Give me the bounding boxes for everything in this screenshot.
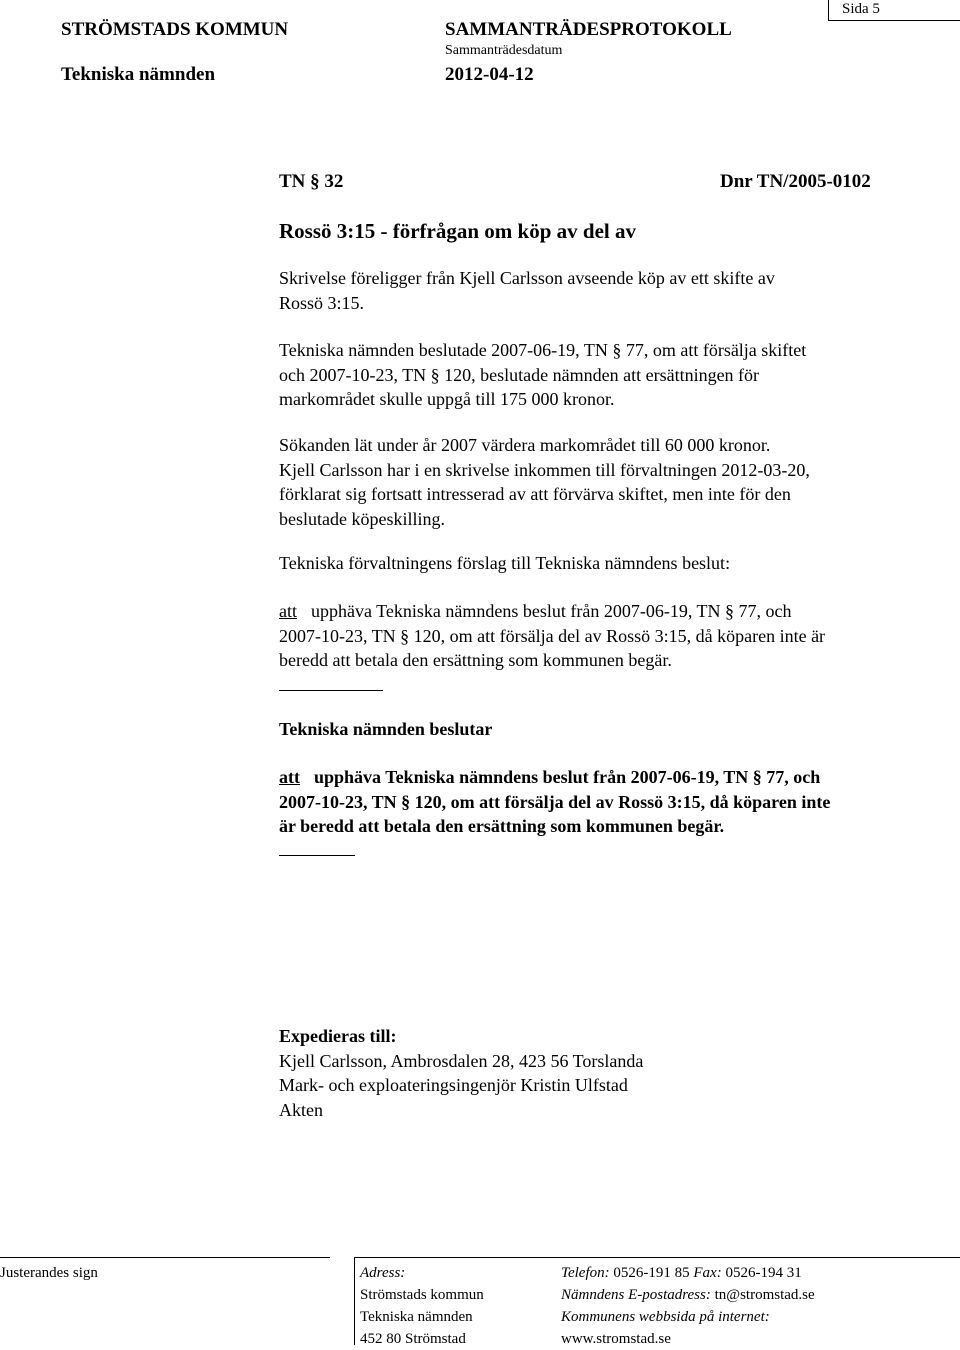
text-line [279, 765, 830, 790]
recipient: Akten [279, 1099, 323, 1120]
proposal-heading: Tekniska förvaltningens förslag till Tekniska nämndens beslut: [279, 553, 731, 573]
text-line: markområdet skulle uppgå till 175 000 kronor. [279, 389, 615, 409]
email-label: Nämndens E-postadress: [561, 1287, 711, 1303]
text-line [279, 599, 825, 624]
committee-name: Tekniska nämnden [61, 64, 216, 85]
decision-heading: Tekniska nämnden beslutar [279, 719, 493, 739]
text-line: är beredd att betala den ersättning som kommunen begär. [279, 816, 725, 836]
phone-fax-line [561, 1262, 815, 1284]
web-label: Kommunens webbsida på internet: [561, 1309, 770, 1325]
text-line: Kjell Carlsson har i en skrivelse inkommen till förvaltningen 2012-03-20, [279, 459, 810, 480]
date-label: Sammanträdesdatum [445, 43, 563, 58]
paragraph-valuation [279, 433, 810, 531]
address-block [360, 1262, 484, 1350]
proposal-text [279, 599, 825, 673]
phone-number: 0526-191 85 [613, 1265, 690, 1281]
email-link[interactable]: tn@stromstad.se [714, 1287, 815, 1303]
document-type: SAMMANTRÄDESPROTOKOLL [445, 19, 732, 40]
fax-number: 0526-194 31 [725, 1265, 802, 1281]
address-label: Adress: [360, 1265, 406, 1281]
footer-sign-line [0, 1257, 330, 1258]
text-line: Rossö 3:15. [279, 292, 365, 313]
case-dnr: Dnr TN/2005-0102 [720, 171, 871, 192]
text-line: Skrivelse föreligger från Kjell Carlsson avseende köp av ett skifte av [279, 268, 775, 288]
recipient: Kjell Carlsson, Ambrosdalen 28, 423 56 Torslanda [279, 1050, 644, 1071]
text-line: 2007-10-23, TN § 120, om att försälja del av Rossö 3:15, då köparen inte [279, 791, 831, 812]
web-link[interactable]: www.stromstad.se [561, 1331, 671, 1347]
text-span: upphäva Tekniska nämndens beslut från 2007-06-19, TN § 77, och [314, 767, 821, 787]
municipality-name: STRÖMSTADS KOMMUN [61, 19, 289, 40]
att-keyword: att [279, 601, 297, 621]
text-line: 2007-10-23, TN § 120, om att försälja del av Rossö 3:15, då köparen inte är [279, 625, 826, 646]
text-line: Sökanden lät under år 2007 värdera markområdet till 60 000 kronor. [279, 435, 771, 455]
decision-text [279, 765, 830, 839]
sign-label: Justerandes sign [0, 1265, 98, 1281]
email-line [561, 1284, 815, 1306]
address-line: Strömstads kommun [360, 1287, 484, 1303]
text-line: beredd att betala den ersättning som kommunen begär. [279, 650, 672, 670]
phone-label: Telefon: [561, 1265, 610, 1281]
address-line: 452 80 Strömstad [360, 1331, 466, 1347]
distribution-heading: Expedieras till: [279, 1026, 397, 1046]
text-line: beslutade köpeskilling. [279, 508, 445, 529]
case-title: Rossö 3:15 - förfrågan om köp av del av [279, 219, 636, 243]
footer-divider [354, 1257, 355, 1345]
recipient: Mark- och exploateringsingenjör Kristin Ulfstad [279, 1075, 628, 1095]
paragraph-background [279, 266, 775, 315]
text-span: upphäva Tekniska nämndens beslut från 2007-06-19, TN § 77, och [311, 601, 792, 621]
footer-info-line [354, 1257, 960, 1258]
text-line: förklarat sig fortsatt intresserad av att förvärva skiftet, men inte för den [279, 484, 791, 504]
address-line: Tekniska nämnden [360, 1309, 473, 1325]
separator-line [279, 855, 355, 856]
fax-label: Fax: [693, 1265, 722, 1281]
att-keyword: att [279, 767, 300, 787]
text-line: Tekniska nämnden beslutade 2007-06-19, TN § 77, om att försälja skiftet [279, 340, 807, 360]
page-number: Sida 5 [842, 1, 880, 17]
case-number: TN § 32 [279, 171, 344, 192]
separator-line [279, 690, 383, 691]
contact-block [561, 1262, 815, 1350]
meeting-date: 2012-04-12 [445, 64, 534, 85]
distribution-block [279, 1024, 643, 1122]
paragraph-history [279, 338, 806, 412]
text-line: och 2007-10-23, TN § 120, beslutade nämnden att ersättningen för [279, 364, 760, 385]
